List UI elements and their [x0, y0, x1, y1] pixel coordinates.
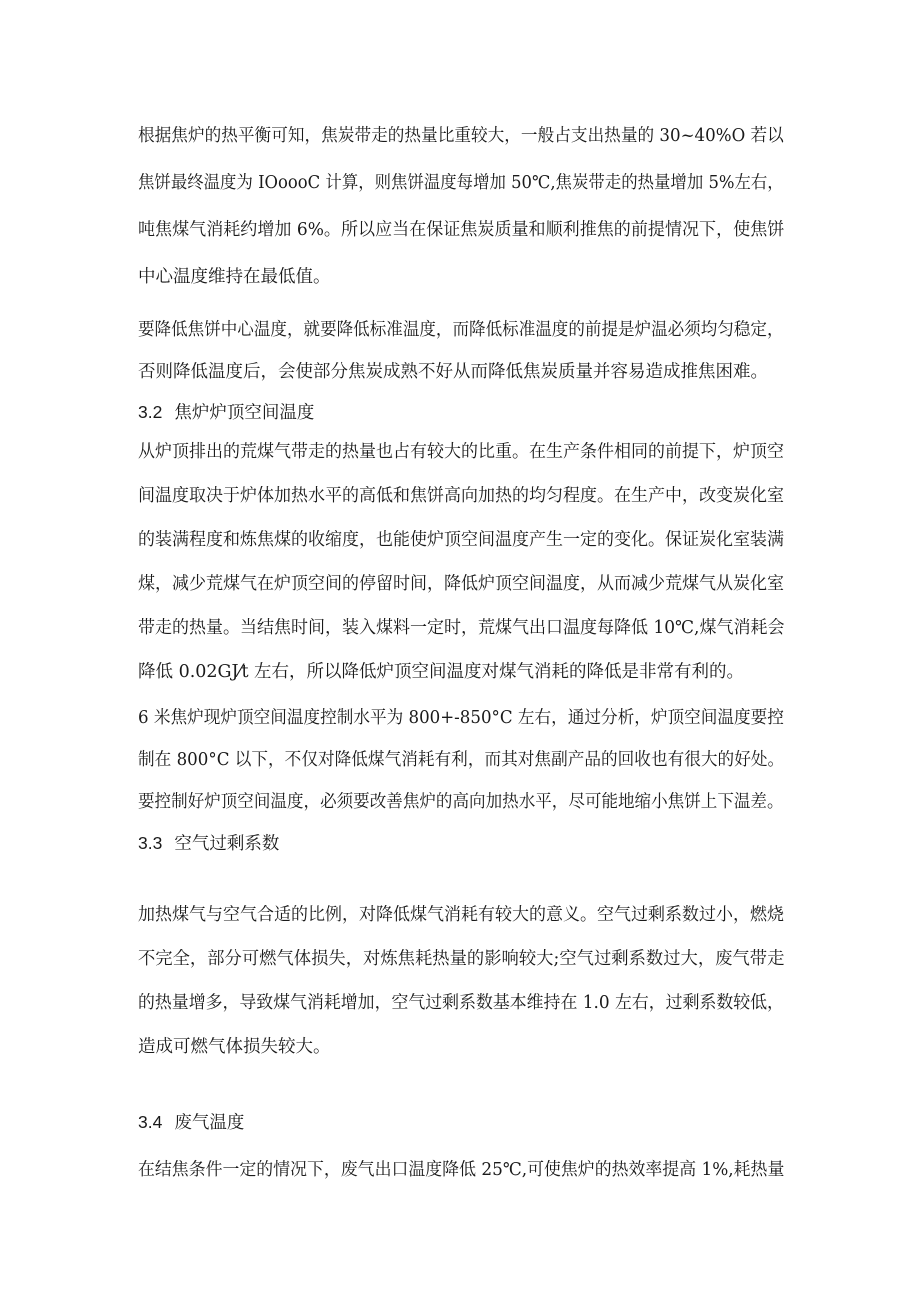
paragraph-line: 根据焦炉的热平衡可知，焦炭带走的热量比重较大，一般占支出热量的 30~40%O 若以	[138, 126, 784, 146]
section-title: 废气温度	[174, 1113, 245, 1133]
paragraph-line: 在结焦条件一定的情况下，废气出口温度降低 25℃,可使焦炉的热效率提高 1%,耗热量	[138, 1160, 785, 1180]
paragraph-line: 造成可燃气体损失较大。	[138, 1037, 331, 1057]
paragraph-line: 不完全，部分可燃气体损失，对炼焦耗热量的影响较大;空气过剩系数过大，废气带走	[138, 949, 785, 969]
paragraph-line: 煤，减少荒煤气在炉顶空间的停留时间，降低炉顶空间温度，从而减少荒煤气从炭化室	[138, 574, 784, 594]
section-title: 焦炉炉顶空间温度	[174, 403, 315, 423]
paragraph-line: 带走的热量。当结焦时间，装入煤料一定时，荒煤气出口温度每降低 10℃,煤气消耗会	[138, 618, 785, 638]
section-title: 空气过剩系数	[174, 834, 280, 854]
section-number: 3.3	[138, 833, 163, 853]
paragraph-line: 制在 800°C 以下，不仅对降低煤气消耗有利，而其对焦副产品的回收也有很大的好处。	[138, 750, 785, 770]
paragraph-line: 降低 0.02GJ⁄t 左右，所以降低炉顶空间温度对煤气消耗的降低是非常有利的。	[138, 662, 745, 682]
section-heading-3-2	[138, 400, 314, 425]
section-heading-3-4	[138, 1110, 244, 1135]
paragraph-line: 的热量增多，导致煤气消耗增加，空气过剩系数基本维持在 1.0 左右，过剩系数较低，	[138, 993, 784, 1013]
section-number: 3.4	[138, 1112, 163, 1132]
paragraph-line: 吨焦煤气消耗约增加 6%。所以应当在保证焦炭质量和顺利推焦的前提情况下，使焦饼	[138, 220, 785, 240]
paragraph-line: 的装满程度和炼焦煤的收缩度，也能使炉顶空间温度产生一定的变化。保证炭化室装满	[138, 530, 784, 550]
paragraph-line: 6 米焦炉现炉顶空间温度控制水平为 800+-850°C 左右，通过分析，炉顶空间温度要控	[138, 708, 784, 728]
paragraph-line: 焦饼最终温度为 IOoooC 计算，则焦饼温度每增加 50℃,焦炭带走的热量增加 5%左右，	[138, 173, 784, 193]
section-heading-3-3	[138, 831, 279, 856]
paragraph-line: 否则降低温度后，会使部分焦炭成熟不好从而降低焦炭质量并容易造成推焦困难。	[138, 362, 768, 382]
section-number: 3.2	[138, 402, 163, 422]
paragraph-line: 要降低焦饼中心温度，就要降低标准温度，而降低标准温度的前提是炉温必须均匀稳定，	[138, 320, 784, 340]
paragraph-line: 加热煤气与空气合适的比例，对降低煤气消耗有较大的意义。空气过剩系数过小，燃烧	[138, 905, 784, 925]
paragraph-line: 中心温度维持在最低值。	[138, 267, 331, 287]
paragraph-line: 从炉顶排出的荒煤气带走的热量也占有较大的比重。在生产条件相同的前提下，炉顶空	[138, 442, 784, 462]
paragraph-line: 要控制好炉顶空间温度，必须要改善焦炉的高向加热水平，尽可能地缩小焦饼上下温差。	[138, 792, 784, 812]
paragraph-line: 间温度取决于炉体加热水平的高低和焦饼高向加热的均匀程度。在生产中，改变炭化室	[138, 486, 784, 506]
